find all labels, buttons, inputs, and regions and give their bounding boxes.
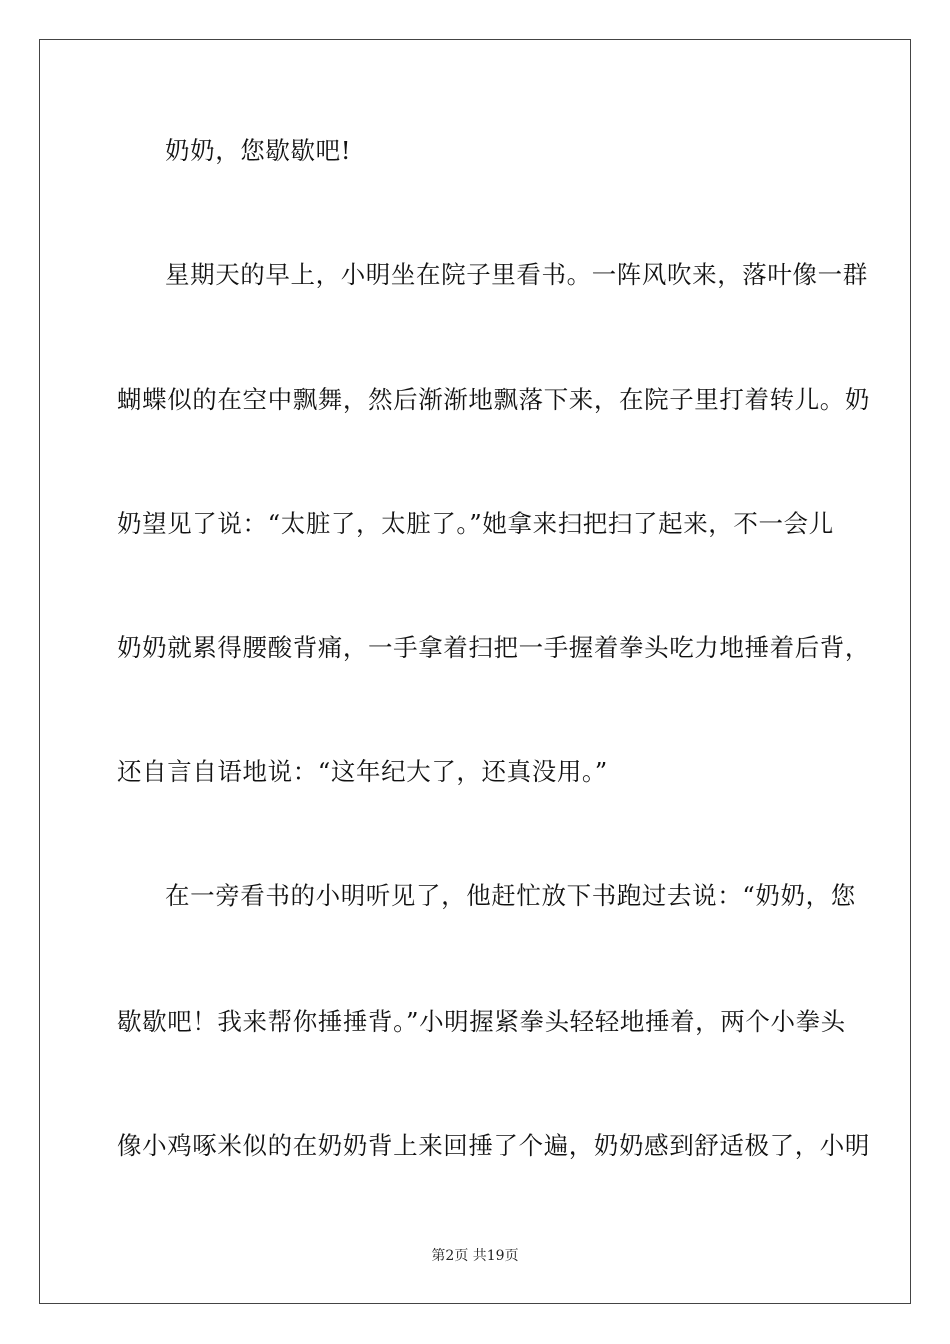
text-line: 星期天的早上，小明坐在院子里看书。一阵风吹来，落叶像一群 bbox=[165, 260, 868, 289]
text-line: 歇歇吧！我来帮你捶捶背。”小明握紧拳头轻轻地捶着，两个小拳头 bbox=[117, 1007, 846, 1036]
text-line: 在一旁看书的小明听见了，他赶忙放下书跑过去说：“奶奶，您 bbox=[165, 881, 856, 910]
title-line: 奶奶，您歇歇吧! bbox=[165, 136, 352, 165]
page-frame bbox=[39, 39, 911, 1304]
text-line: 奶奶就累得腰酸背痛，一手拿着扫把一手握着拳头吃力地捶着后背， bbox=[117, 633, 870, 662]
text-line: 还自言自语地说：“这年纪大了，还真没用。” bbox=[117, 757, 608, 786]
text-line: 像小鸡啄米似的在奶奶背上来回捶了个遍，奶奶感到舒适极了，小明 bbox=[117, 1131, 870, 1160]
page-number-footer: 第2页 共19页 bbox=[431, 1248, 519, 1264]
text-line: 蝴蝶似的在空中飘舞，然后渐渐地飘落下来，在院子里打着转儿。奶 bbox=[117, 385, 870, 414]
text-line: 奶望见了说：“太脏了，太脏了。”她拿来扫把扫了起来，不一会儿 bbox=[117, 509, 834, 538]
